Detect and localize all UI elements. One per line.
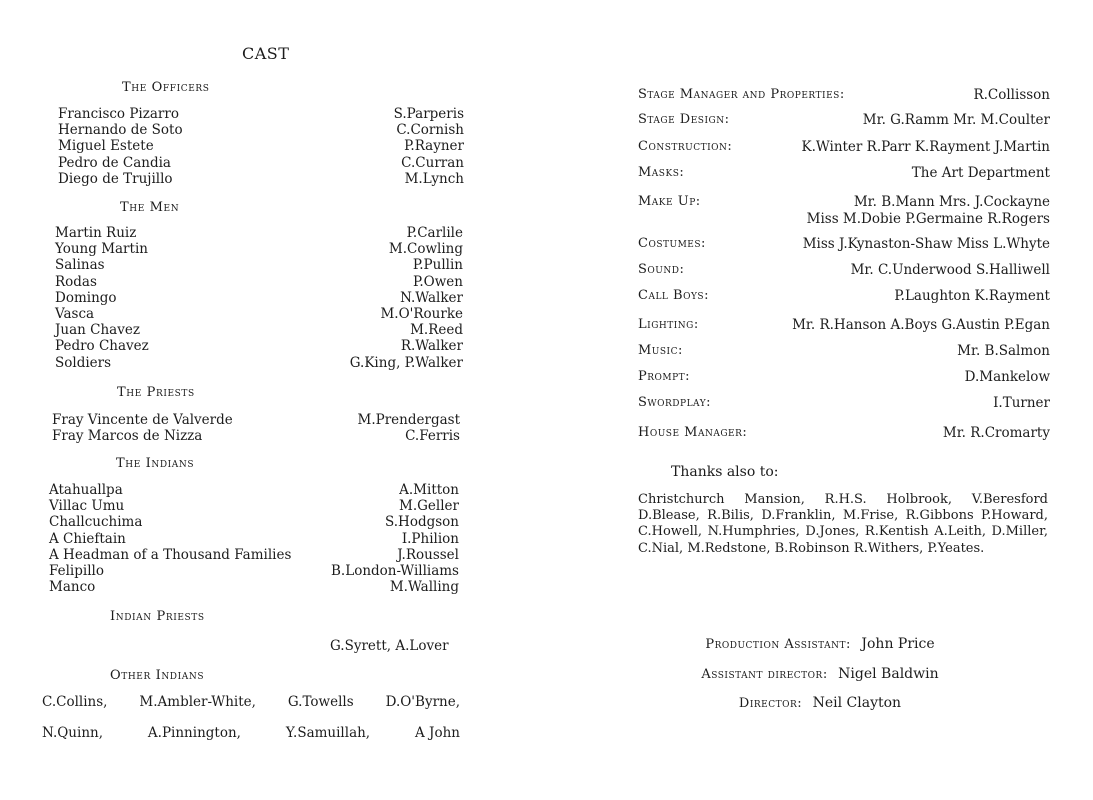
actor-name: S.Hodgson bbox=[385, 514, 459, 531]
character-name: Atahuallpa bbox=[49, 482, 123, 498]
actor-name: M.Cowling bbox=[388, 241, 463, 258]
actor-name: M.O'Rourke bbox=[380, 305, 463, 322]
section-heading-men: The Men bbox=[120, 200, 180, 215]
actor-name: Y.Samuillah, bbox=[285, 725, 371, 741]
crew-row-construction bbox=[638, 139, 1050, 157]
role-row bbox=[58, 122, 464, 138]
role-row bbox=[55, 274, 463, 290]
crew-name-line: Miss M.Dobie P.Germaine R.Rogers bbox=[806, 211, 1050, 227]
role-row bbox=[58, 138, 464, 154]
crew-role: Prompt: bbox=[638, 369, 691, 384]
character-name: Domingo bbox=[55, 289, 117, 306]
role-row bbox=[49, 498, 459, 514]
crew-role: Costumes: bbox=[638, 236, 706, 251]
thanks-heading: Thanks also to: bbox=[671, 464, 779, 480]
role-row bbox=[55, 338, 463, 354]
credit-production-assistant bbox=[600, 636, 1040, 652]
actor-name: C.Collins, bbox=[42, 694, 108, 710]
actor-name: A.Pinnington, bbox=[147, 725, 241, 741]
cast-title: CAST bbox=[242, 44, 290, 63]
crew-role: Sound: bbox=[638, 262, 685, 277]
actor-name: D.O'Byrne, bbox=[385, 694, 460, 710]
crew-row-house-manager bbox=[638, 425, 1050, 443]
role-row bbox=[49, 531, 459, 547]
role-row bbox=[55, 290, 463, 306]
crew-role: Lighting: bbox=[638, 317, 699, 332]
crew-row-costumes bbox=[638, 236, 1050, 254]
indian-priests-actors: G.Syrett, A.Lover bbox=[330, 638, 449, 654]
crew-row-masks bbox=[638, 165, 1050, 183]
indians-list bbox=[49, 482, 459, 595]
character-name: Diego de Trujillo bbox=[58, 170, 173, 187]
character-name: Young Martin bbox=[55, 241, 148, 258]
actor-name: M.Lynch bbox=[404, 170, 464, 187]
credit-name: Neil Clayton bbox=[812, 695, 902, 711]
crew-row-stage-manager bbox=[638, 87, 1050, 105]
crew-row-stage-design bbox=[638, 112, 1050, 130]
actor-name: C.Ferris bbox=[405, 428, 460, 445]
crew-names: Miss J.Kynaston-Shaw Miss L.Whyte bbox=[802, 236, 1050, 252]
actor-name: G.King, P.Walker bbox=[349, 354, 463, 371]
crew-role: Stage Design: bbox=[638, 112, 730, 127]
actor-name: J.Roussel bbox=[397, 546, 459, 563]
crew-row-prompt bbox=[638, 369, 1050, 387]
role-row bbox=[55, 355, 463, 371]
section-heading-other-indians: Other Indians bbox=[110, 668, 205, 683]
crew-names: The Art Department bbox=[911, 165, 1050, 181]
actor-name: P.Owen bbox=[413, 273, 463, 290]
other-indians-row bbox=[42, 725, 460, 741]
character-name: Felipillo bbox=[49, 562, 104, 579]
actor-name: M.Ambler-White, bbox=[139, 694, 256, 710]
character-name: A Chieftain bbox=[49, 530, 126, 547]
actor-name: M.Reed bbox=[410, 322, 463, 339]
other-indians-row bbox=[42, 694, 460, 710]
actor-name: N.Walker bbox=[400, 289, 463, 306]
crew-row-swordplay bbox=[638, 395, 1050, 413]
credit-assistant-director bbox=[600, 666, 1040, 682]
role-row bbox=[58, 171, 464, 187]
crew-names bbox=[807, 194, 1050, 228]
actor-name: P.Carlile bbox=[406, 225, 463, 241]
crew-role: Masks: bbox=[638, 165, 685, 180]
role-row bbox=[55, 322, 463, 338]
role-row bbox=[49, 563, 459, 579]
crew-row-music bbox=[638, 343, 1050, 361]
crew-role: House Manager: bbox=[638, 425, 748, 440]
crew-role: Stage Manager and Properties: bbox=[638, 87, 845, 102]
officers-list bbox=[58, 106, 464, 187]
crew-names: K.Winter R.Parr K.Rayment J.Martin bbox=[801, 139, 1050, 155]
role-row bbox=[49, 547, 459, 563]
character-name: Rodas bbox=[55, 273, 97, 290]
section-heading-indians: The Indians bbox=[116, 456, 195, 471]
section-heading-indian-priests: Indian Priests bbox=[110, 609, 205, 624]
credit-role: Production Assistant: bbox=[705, 637, 851, 652]
credit-director bbox=[600, 695, 1040, 711]
character-name: Fray Vincente de Valverde bbox=[52, 412, 233, 428]
role-row bbox=[49, 579, 459, 595]
crew-role: Construction: bbox=[638, 139, 733, 154]
character-name: Martin Ruiz bbox=[55, 225, 137, 241]
actor-name: B.London-Williams bbox=[331, 562, 459, 579]
crew-names: R.Collisson bbox=[973, 87, 1050, 103]
actor-name: N.Quinn, bbox=[42, 725, 104, 741]
crew-role: Make Up: bbox=[638, 194, 701, 209]
crew-names: D.Mankelow bbox=[964, 369, 1050, 385]
actor-name: I.Philion bbox=[401, 530, 459, 547]
men-list bbox=[55, 225, 463, 371]
priests-list bbox=[52, 412, 460, 444]
section-heading-priests: The Priests bbox=[117, 385, 195, 400]
actor-name: P.Rayner bbox=[404, 138, 464, 155]
character-name: Villac Umu bbox=[49, 498, 125, 515]
role-row bbox=[55, 257, 463, 273]
actor-name: A John bbox=[415, 725, 460, 741]
crew-role: Music: bbox=[638, 343, 683, 358]
character-name: Soldiers bbox=[55, 354, 112, 371]
crew-names: Mr. R.Hanson A.Boys G.Austin P.Egan bbox=[792, 317, 1050, 333]
crew-names: Mr. C.Underwood S.Halliwell bbox=[850, 262, 1050, 278]
role-row bbox=[55, 225, 463, 241]
character-name: Miguel Estete bbox=[58, 138, 154, 155]
credit-name: Nigel Baldwin bbox=[838, 666, 939, 682]
role-row bbox=[49, 514, 459, 530]
actor-name: P.Pullin bbox=[412, 257, 463, 274]
character-name: Challcuchima bbox=[49, 514, 143, 531]
crew-row-call-boys bbox=[638, 288, 1050, 306]
credit-role: Assistant director: bbox=[701, 667, 828, 682]
crew-name-line: Mr. B.Mann Mrs. J.Cockayne bbox=[853, 194, 1050, 210]
character-name: Manco bbox=[49, 579, 96, 596]
character-name: Vasca bbox=[55, 305, 95, 322]
character-name: Hernando de Soto bbox=[58, 122, 183, 139]
crew-names: P.Laughton K.Rayment bbox=[894, 288, 1050, 304]
credit-role: Director: bbox=[738, 696, 803, 711]
character-name: Salinas bbox=[55, 257, 105, 274]
crew-role: Swordplay: bbox=[638, 395, 712, 410]
role-row bbox=[55, 241, 463, 257]
actor-name: C.Cornish bbox=[396, 122, 464, 139]
role-row bbox=[52, 428, 460, 444]
crew-row-lighting bbox=[638, 317, 1050, 335]
character-name: Pedro Chavez bbox=[55, 338, 149, 355]
actor-name: G.Towells bbox=[287, 694, 354, 710]
crew-row-sound bbox=[638, 262, 1050, 280]
character-name: Juan Chavez bbox=[55, 322, 140, 339]
crew-names: I.Turner bbox=[993, 395, 1050, 411]
role-row bbox=[52, 412, 460, 428]
actor-name: C.Curran bbox=[401, 154, 464, 171]
actor-name: A.Mitton bbox=[399, 482, 459, 498]
role-row bbox=[55, 306, 463, 322]
left-page bbox=[0, 0, 546, 800]
crew-names: Mr. R.Cromarty bbox=[942, 425, 1050, 441]
actor-name: M.Prendergast bbox=[357, 412, 460, 428]
actor-name: M.Walling bbox=[389, 579, 459, 596]
character-name: A Headman of a Thousand Families bbox=[49, 546, 292, 563]
crew-names: Mr. B.Salmon bbox=[957, 343, 1050, 359]
section-heading-officers: The Officers bbox=[122, 80, 210, 95]
crew-role: Call Boys: bbox=[638, 288, 709, 303]
role-row bbox=[49, 482, 459, 498]
role-row bbox=[58, 155, 464, 171]
role-row bbox=[58, 106, 464, 122]
actor-name: S.Parperis bbox=[393, 106, 464, 122]
thanks-body: Christchurch Mansion, R.H.S. Holbrook, V.Beresford D.Blease, R.Bilis, D.Franklin, M.Frise, R.Gibbons P.Howard, C.Howell, N.Humphries, D.Jones, R.Kentish A.Leith, D.Miller, C.Nial, M.Redstone, B.Robinson R.Withers, P.Yeates. bbox=[638, 492, 1048, 556]
character-name: Fray Marcos de Nizza bbox=[52, 428, 203, 445]
crew-row-make-up bbox=[638, 194, 1050, 230]
actor-name: R.Walker bbox=[400, 338, 463, 355]
actor-name: M.Geller bbox=[399, 498, 459, 515]
character-name: Pedro de Candia bbox=[58, 154, 171, 171]
credit-name: John Price bbox=[861, 636, 935, 652]
crew-names: Mr. G.Ramm Mr. M.Coulter bbox=[862, 112, 1050, 128]
character-name: Francisco Pizarro bbox=[58, 106, 179, 122]
